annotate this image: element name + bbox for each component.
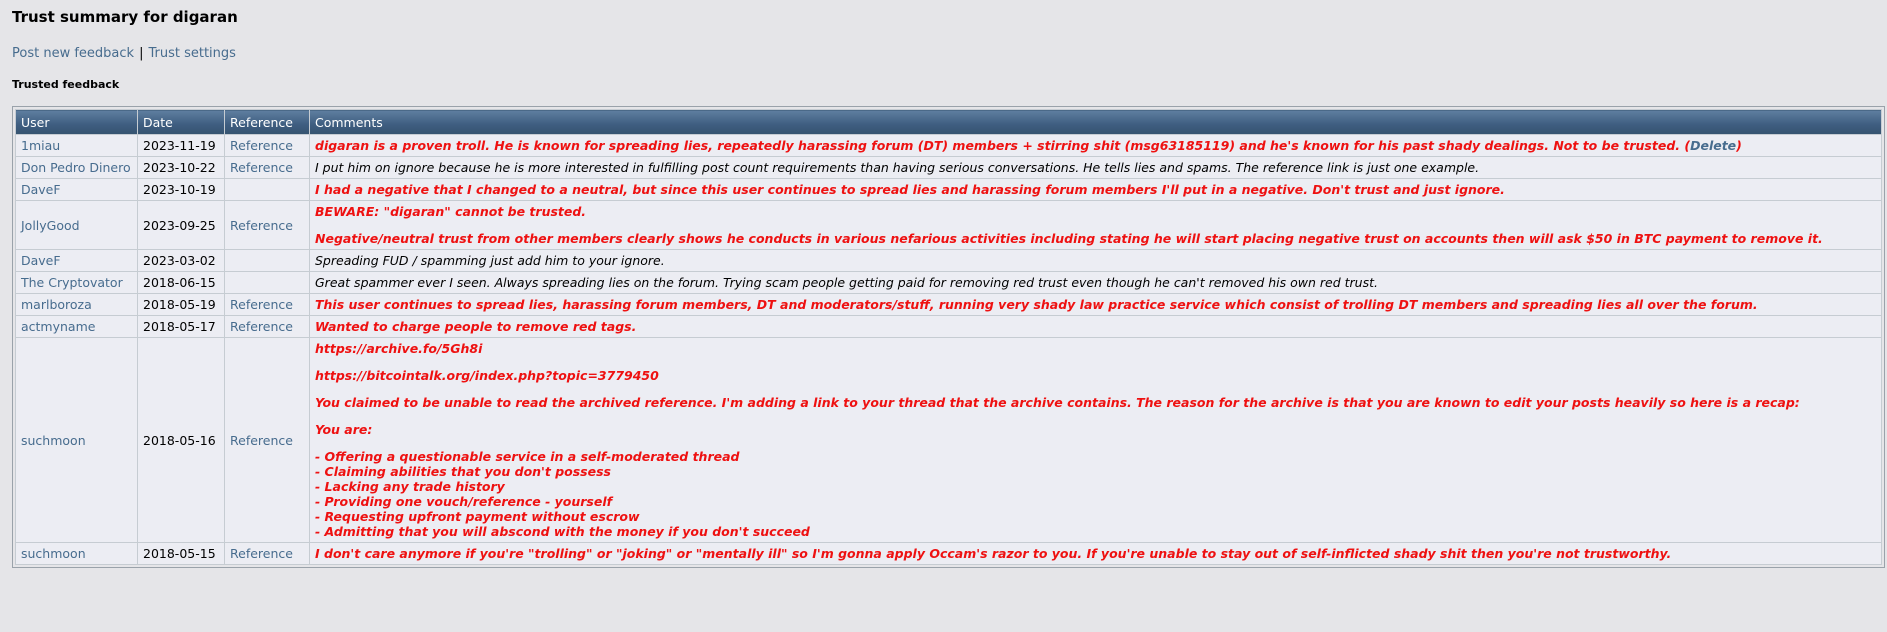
comment-body: Spreading FUD / spamming just add him to your ignore.: [315, 253, 665, 268]
date-cell: 2023-09-25: [138, 201, 225, 250]
user-link[interactable]: marlboroza: [21, 297, 92, 312]
date-cell: 2018-05-15: [138, 543, 225, 565]
table-row: [16, 250, 1882, 272]
reference-link[interactable]: Reference: [230, 160, 293, 175]
comment-line: - Requesting upfront payment without escrow: [315, 509, 640, 524]
header-comments: Comments: [310, 110, 1882, 135]
comment-cell: [310, 316, 1882, 338]
date-cell: 2023-03-02: [138, 250, 225, 272]
reference-cell: [225, 543, 310, 565]
page-title: Trust summary for digaran: [12, 8, 238, 26]
comment-line: You claimed to be unable to read the archived reference. I'm adding a link to your thread that the archive contains. The reason for the archive is that you are known to edit your posts heavily so here is a recap:: [315, 395, 1800, 410]
comment-line: [315, 437, 1876, 449]
comment-cell: [310, 157, 1882, 179]
header-user: User: [16, 110, 138, 135]
user-cell: [16, 316, 138, 338]
reference-cell: [225, 179, 310, 201]
user-link[interactable]: 1miau: [21, 138, 61, 153]
reference-link[interactable]: Reference: [230, 297, 293, 312]
link-separator: |: [139, 46, 144, 61]
post-feedback-link[interactable]: Post new feedback: [12, 46, 135, 61]
user-cell: [16, 179, 138, 201]
user-link[interactable]: The Cryptovator: [21, 275, 123, 290]
comment-text: [315, 319, 636, 334]
reference-cell: [225, 135, 310, 157]
table-row: [16, 135, 1882, 157]
user-cell: [16, 201, 138, 250]
user-cell: [16, 272, 138, 294]
date-cell: 2018-05-19: [138, 294, 225, 316]
comment-cell: [310, 179, 1882, 201]
feedback-table: [15, 109, 1882, 565]
feedback-table-container: [12, 106, 1885, 568]
top-links: [12, 46, 1875, 64]
user-link[interactable]: JollyGood: [21, 217, 80, 233]
table-row: [16, 543, 1882, 565]
header-reference: Reference: [225, 110, 310, 135]
reference-cell: [225, 316, 310, 338]
comment-cell: [310, 201, 1882, 250]
user-link[interactable]: actmyname: [21, 319, 96, 334]
reference-link[interactable]: Reference: [230, 138, 293, 153]
date-cell: 2018-06-15: [138, 272, 225, 294]
user-link[interactable]: DaveF: [21, 182, 61, 197]
comment-body: I had a negative that I changed to a neutral, but since this user continues to spread lies and harassing forum members I'll put in a negative. Don't trust and just ignore.: [315, 182, 1505, 197]
comment-text: [315, 160, 1479, 175]
date-cell: 2018-05-17: [138, 316, 225, 338]
section-title: Trusted feedback: [12, 78, 120, 91]
comment-line: https://bitcointalk.org/index.php?topic=3779450: [315, 368, 659, 383]
comment-line: Negative/neutral trust from other members clearly shows he conducts in various nefarious activities including stating he will start placing negative trust on accounts then will ask $50 in BTC payment to remove it.: [315, 231, 1823, 246]
date-cell: 2018-05-16: [138, 338, 225, 543]
comment-text: [315, 253, 665, 268]
comment-body: This user continues to spread lies, harassing forum members, DT and moderators/stuff, running very shady law practice service which consist of trolling DT members and spreading lies all over the forum.: [315, 297, 1758, 312]
delete-link[interactable]: Delete: [1690, 138, 1737, 153]
comment-line: - Offering a questionable service in a self-moderated thread: [315, 449, 740, 464]
table-row: [16, 157, 1882, 179]
table-row: [16, 316, 1882, 338]
trust-settings-link[interactable]: Trust settings: [148, 46, 236, 61]
user-link[interactable]: suchmoon: [21, 432, 86, 448]
reference-cell: [225, 272, 310, 294]
table-row: [16, 338, 1882, 543]
reference-link[interactable]: Reference: [230, 319, 293, 334]
comment-cell: [310, 294, 1882, 316]
user-cell: [16, 338, 138, 543]
date-cell: 2023-11-19: [138, 135, 225, 157]
comment-text: [315, 297, 1758, 312]
comment-line: [315, 356, 1876, 368]
user-link[interactable]: DaveF: [21, 253, 61, 268]
comment-body: I put him on ignore because he is more interested in fulfilling post count requirements than having serious conversations. He tells lies and spams. The reference link is just one example.: [315, 160, 1480, 175]
comment-close-paren: ): [1736, 138, 1742, 153]
reference-link[interactable]: Reference: [230, 217, 293, 233]
comment-line: - Lacking any trade history: [315, 479, 505, 494]
reference-cell: [225, 250, 310, 272]
header-date: Date: [138, 110, 225, 135]
date-cell: 2023-10-19: [138, 179, 225, 201]
reference-link[interactable]: Reference: [230, 546, 293, 561]
comment-line: BEWARE: "digaran" cannot be trusted.: [315, 204, 587, 219]
comment-line: [315, 410, 1876, 422]
user-cell: [16, 294, 138, 316]
table-row: [16, 179, 1882, 201]
comment-line: [315, 219, 1876, 231]
date-cell: 2023-10-22: [138, 157, 225, 179]
user-cell: [16, 543, 138, 565]
user-cell: [16, 135, 138, 157]
comment-text: [315, 546, 1671, 561]
comment-line: https://archive.fo/5Gh8i: [315, 341, 483, 356]
table-row: [16, 201, 1882, 250]
comment-body: digaran is a proven troll. He is known for spreading lies, repeatedly harassing forum (DT) members + stirring shit (msg63185119) and he's known for his past shady dealings. Not to be trusted. (: [315, 138, 1691, 153]
comment-cell: [310, 250, 1882, 272]
comment-line: - Admitting that you will abscond with the money if you don't succeed: [315, 524, 810, 539]
comment-line: - Claiming abilities that you don't possess: [315, 464, 611, 479]
comment-text: [315, 182, 1505, 197]
reference-cell: [225, 157, 310, 179]
comment-cell: [310, 543, 1882, 565]
user-link[interactable]: suchmoon: [21, 546, 86, 561]
reference-link[interactable]: Reference: [230, 432, 293, 448]
table-row: [16, 294, 1882, 316]
user-cell: [16, 250, 138, 272]
reference-cell: [225, 201, 310, 250]
table-row: [16, 272, 1882, 294]
comment-cell: [310, 338, 1882, 543]
comment-body: Wanted to charge people to remove red tags.: [315, 319, 637, 334]
table-header-row: [16, 110, 1882, 135]
user-link[interactable]: Don Pedro Dinero: [21, 160, 131, 175]
comment-cell: [310, 272, 1882, 294]
comment-body: I don't care anymore if you're "trolling" or "joking" or "mentally ill" so I'm gonna apply Occam's razor to you. If you're unable to stay out of self-inflicted shady shit then you're not trustworthy.: [315, 546, 1672, 561]
comment-body: Great spammer ever I seen. Always spreading lies on the forum. Trying scam people getting paid for removing red trust even though he can't removed his own red trust.: [315, 275, 1378, 290]
comment-cell: [310, 135, 1882, 157]
comment-line: [315, 383, 1876, 395]
comment-text: [315, 275, 1378, 290]
user-cell: [16, 157, 138, 179]
reference-cell: [225, 294, 310, 316]
comment-line: - Providing one vouch/reference - yourself: [315, 494, 613, 509]
comment-line: You are:: [315, 422, 373, 437]
reference-cell: [225, 338, 310, 543]
comment-text: [315, 138, 1742, 153]
